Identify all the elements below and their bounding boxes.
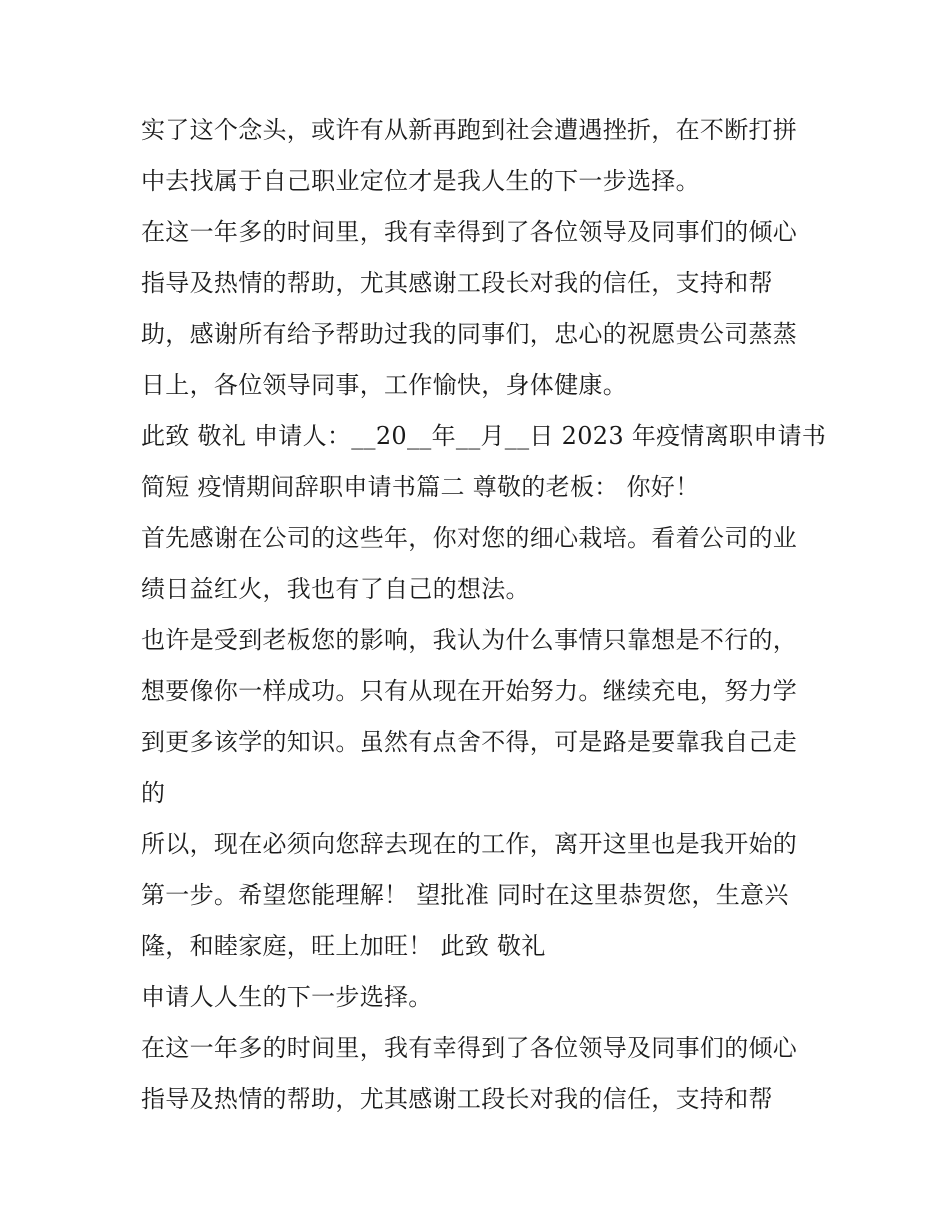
text-line: 实了这个念头，或许有从新再跑到社会遭遇挫折，在不断打拼 [141,116,798,144]
text-line: 简短 疫情期间辞职申请书篇二 尊敬的老板： 你好！ [141,473,700,501]
text-line: 指导及热情的帮助，尤其感谢工段长对我的信任，支持和帮 [141,1085,773,1113]
text-line: 隆，和睦家庭，旺上加旺！ 此致 敬礼 [141,932,546,960]
text-line: 助，感谢所有给予帮助过我的同事们，忠心的祝愿贵公司蒸蒸 [141,320,798,348]
text-line: 首先感谢在公司的这些年，你对您的细心栽培。看着公司的业 [141,524,798,552]
text-line: 指导及热情的帮助，尤其感谢工段长对我的信任，支持和帮 [141,269,773,297]
text-line: 中去找属于自己职业定位才是我人生的下一步选择。 [141,167,700,195]
text-line: 日上，各位领导同事，工作愉快，身体健康。 [141,371,627,399]
text-line: 申请人人生的下一步选择。 [141,983,433,1011]
text-line: 在这一年多的时间里，我有幸得到了各位领导及同事们的倾心 [141,1034,798,1062]
document-body [141,105,827,1125]
text-line: 到更多该学的知识。虽然有点舍不得，可是路是要靠我自己走 [141,728,798,756]
text-line: 也许是受到老板您的影响，我认为什么事情只靠想是不行的， [141,626,798,654]
text-line: 的 [141,779,166,807]
text-line: 在这一年多的时间里，我有幸得到了各位领导及同事们的倾心 [141,218,798,246]
text-line: 第一步。希望您能理解！ 望批准 同时在这里恭贺您，生意兴 [141,881,789,909]
text-line: 所以，现在必须向您辞去现在的工作，离开这里也是我开始的 [141,830,798,858]
text-line: 绩日益红火，我也有了自己的想法。 [141,575,530,603]
text-line: 此致 敬礼 申请人：__20__年__月__日 2023 年疫情离职申请书 [141,422,827,450]
text-line: 想要像你一样成功。只有从现在开始努力。继续充电，努力学 [141,677,798,705]
